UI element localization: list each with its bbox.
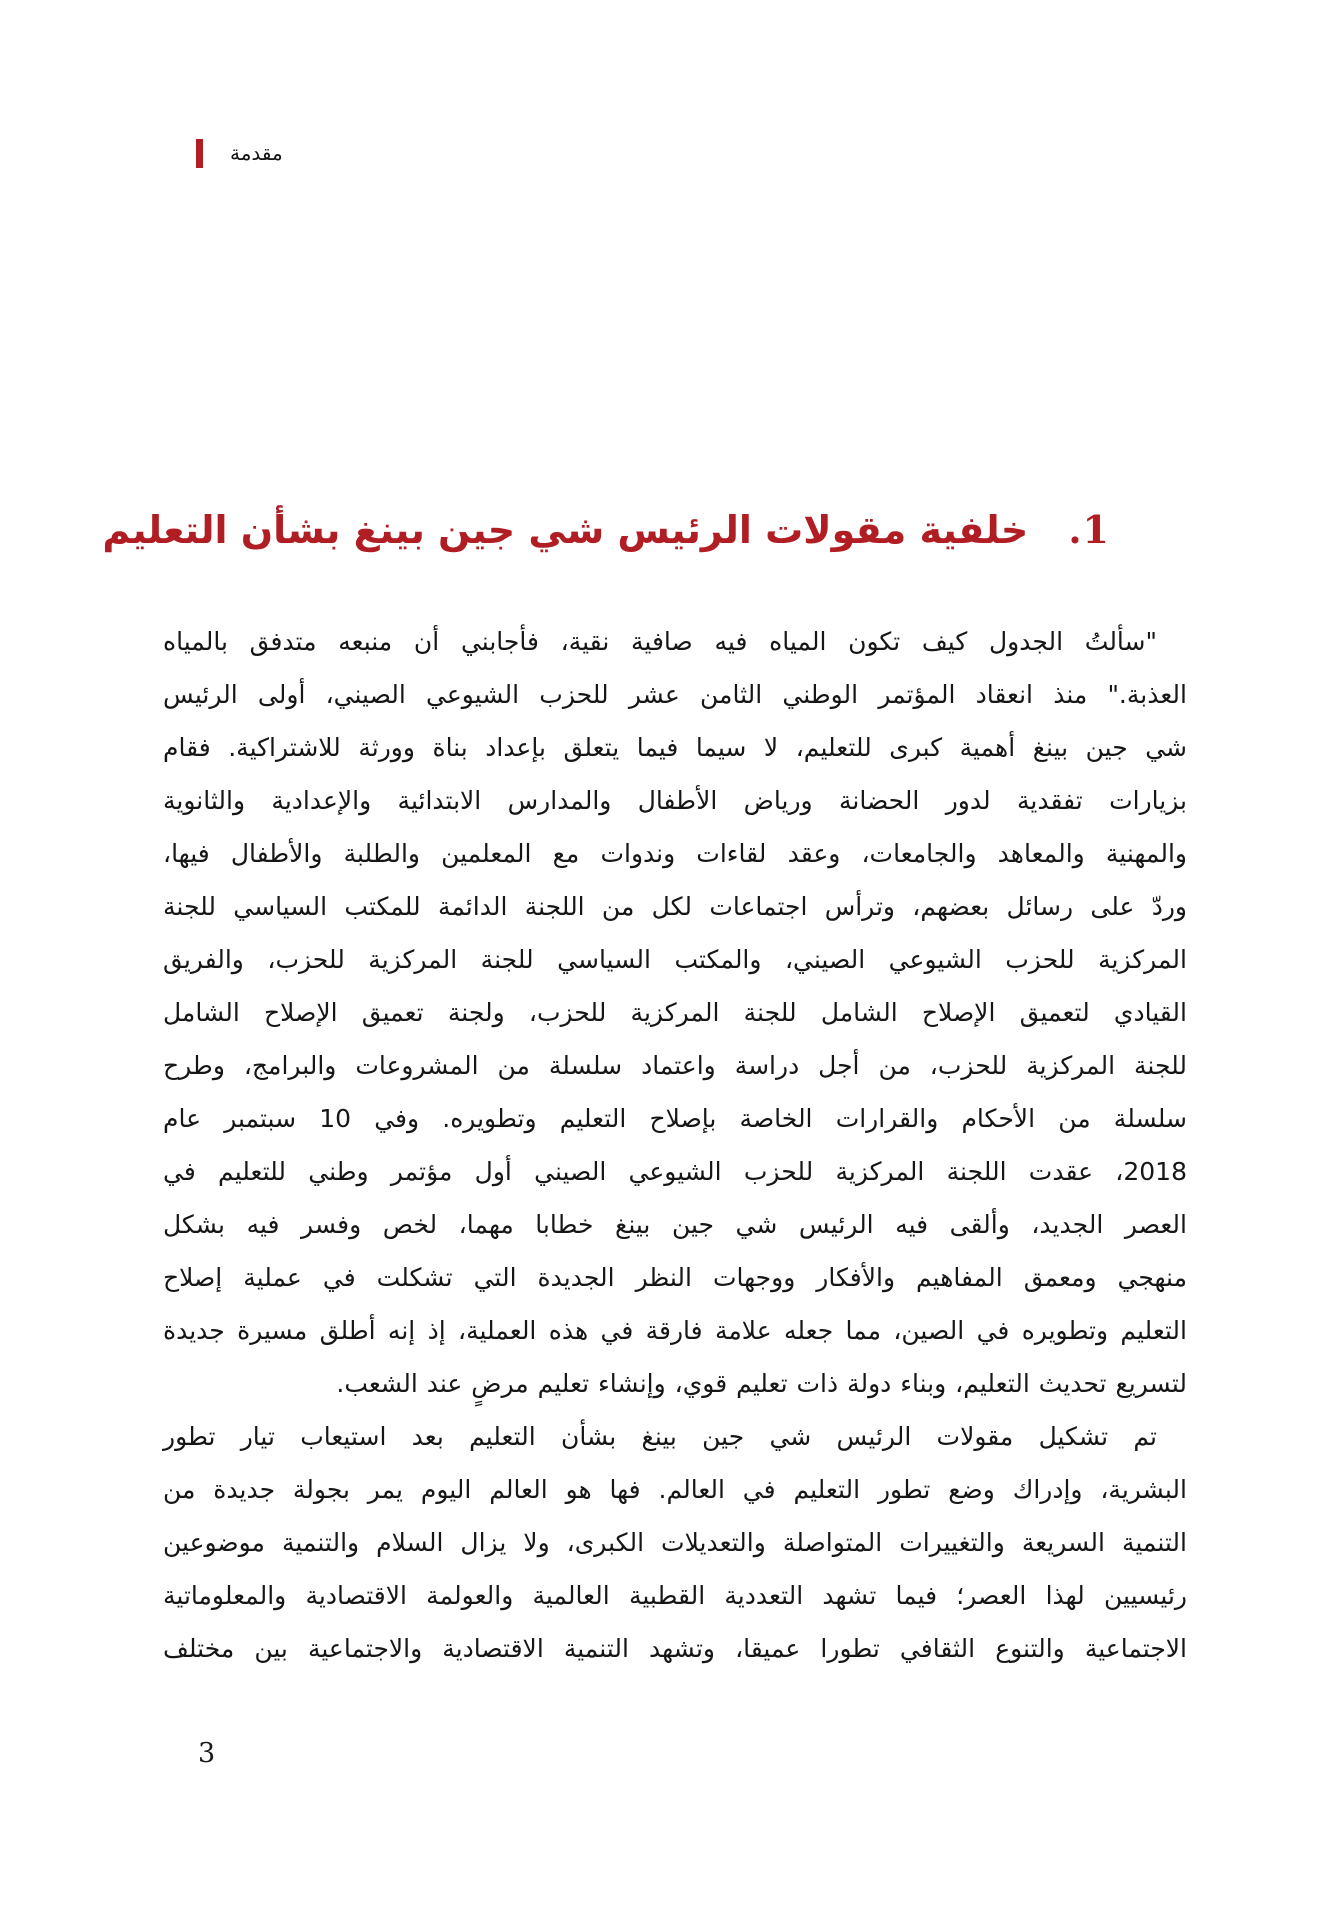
body-line: سلسلة من الأحكام والقرارات الخاصة بإصلاح التعليم وتطويره. وفي 10 سبتمبر عام [163, 1104, 1188, 1133]
body-line: للجنة المركزية للحزب، من أجل دراسة واعتماد سلسلة من المشروعات والبرامج، وطرح [163, 1051, 1187, 1080]
body-line: المركزية للحزب الشيوعي الصيني، والمكتب السياسي للجنة المركزية للحزب، والفريق [163, 945, 1187, 974]
body-line: البشرية، وإدراك وضع تطور التعليم في العالم. فها هو العالم اليوم يمر بجولة جديدة من [163, 1475, 1187, 1504]
body-line: وردّ على رسائل بعضهم، وترأس اجتماعات لكل من اللجنة الدائمة للمكتب السياسي للجنة [163, 892, 1187, 921]
running-head [196, 139, 283, 168]
running-head-bar [196, 139, 203, 168]
section-heading-title: خلفية مقولات الرئيس شي جين بينغ بشأن التعليم [102, 508, 1029, 552]
body-line: منهجي ومعمق المفاهيم والأفكار ووجهات النظر الجديدة التي تشكلت في عملية إصلاح [163, 1263, 1187, 1292]
body-line: رئيسيين لهذا العصر؛ فيما تشهد التعددية القطبية العالمية والعولمة الاقتصادية والمعلوماتية [163, 1581, 1187, 1610]
body-line: التعليم وتطويره في الصين، مما جعله علامة فارقة في هذه العملية، إذ إنه أطلق مسيرة جديدة [163, 1316, 1187, 1345]
body-line: شي جين بينغ أهمية كبرى للتعليم، لا سيما فيما يتعلق بإعداد بناة وورثة للاشتراكية. فقام [163, 733, 1187, 762]
body-line: القيادي لتعميق الإصلاح الشامل للجنة المركزية للحزب، ولجنة تعميق الإصلاح الشامل [163, 998, 1187, 1027]
body-line: العصر الجديد، وألقى فيه الرئيس شي جين بينغ خطابا مهما، لخص وفسر فيه بشكل [163, 1210, 1187, 1239]
body-line: العذبة." منذ انعقاد المؤتمر الوطني الثامن عشر للحزب الشيوعي الصيني، أولى الرئيس [163, 680, 1187, 709]
body-line: 2018، عقدت اللجنة المركزية للحزب الشيوعي الصيني أول مؤتمر وطني للتعليم في [163, 1157, 1187, 1186]
body-line: التنمية السريعة والتغييرات المتواصلة والتعديلات الكبرى، ولا يزال السلام والتنمية موضوعين [163, 1528, 1187, 1557]
section-heading-number: 1. [1068, 507, 1110, 552]
body-line: تم تشكيل مقولات الرئيس شي جين بينغ بشأن التعليم بعد استيعاب تيار تطور [163, 1422, 1157, 1451]
body-line: لتسريع تحديث التعليم، وبناء دولة ذات تعليم قوي، وإنشاء تعليم مرضٍ عند الشعب. [336, 1369, 1187, 1398]
running-head-label: مقدمة [230, 141, 283, 165]
page-number: 3 [198, 1738, 216, 1769]
body-line: الاجتماعية والتنوع الثقافي تطورا عميقا، وتشهد التنمية الاقتصادية والاجتماعية بين مختلف [163, 1634, 1187, 1663]
body-line: والمهنية والمعاهد والجامعات، وعقد لقاءات وندوات مع المعلمين والطلبة والأطفال فيها، [163, 839, 1187, 868]
body-line: "سألتُ الجدول كيف تكون المياه فيه صافية نقية، فأجابني أن منبعه متدفق بالمياه [163, 627, 1157, 656]
section-heading [102, 494, 1110, 566]
body-line: بزيارات تفقدية لدور الحضانة ورياض الأطفال والمدارس الابتدائية والإعدادية والثانوية [163, 786, 1187, 815]
body-text [163, 615, 1187, 1675]
